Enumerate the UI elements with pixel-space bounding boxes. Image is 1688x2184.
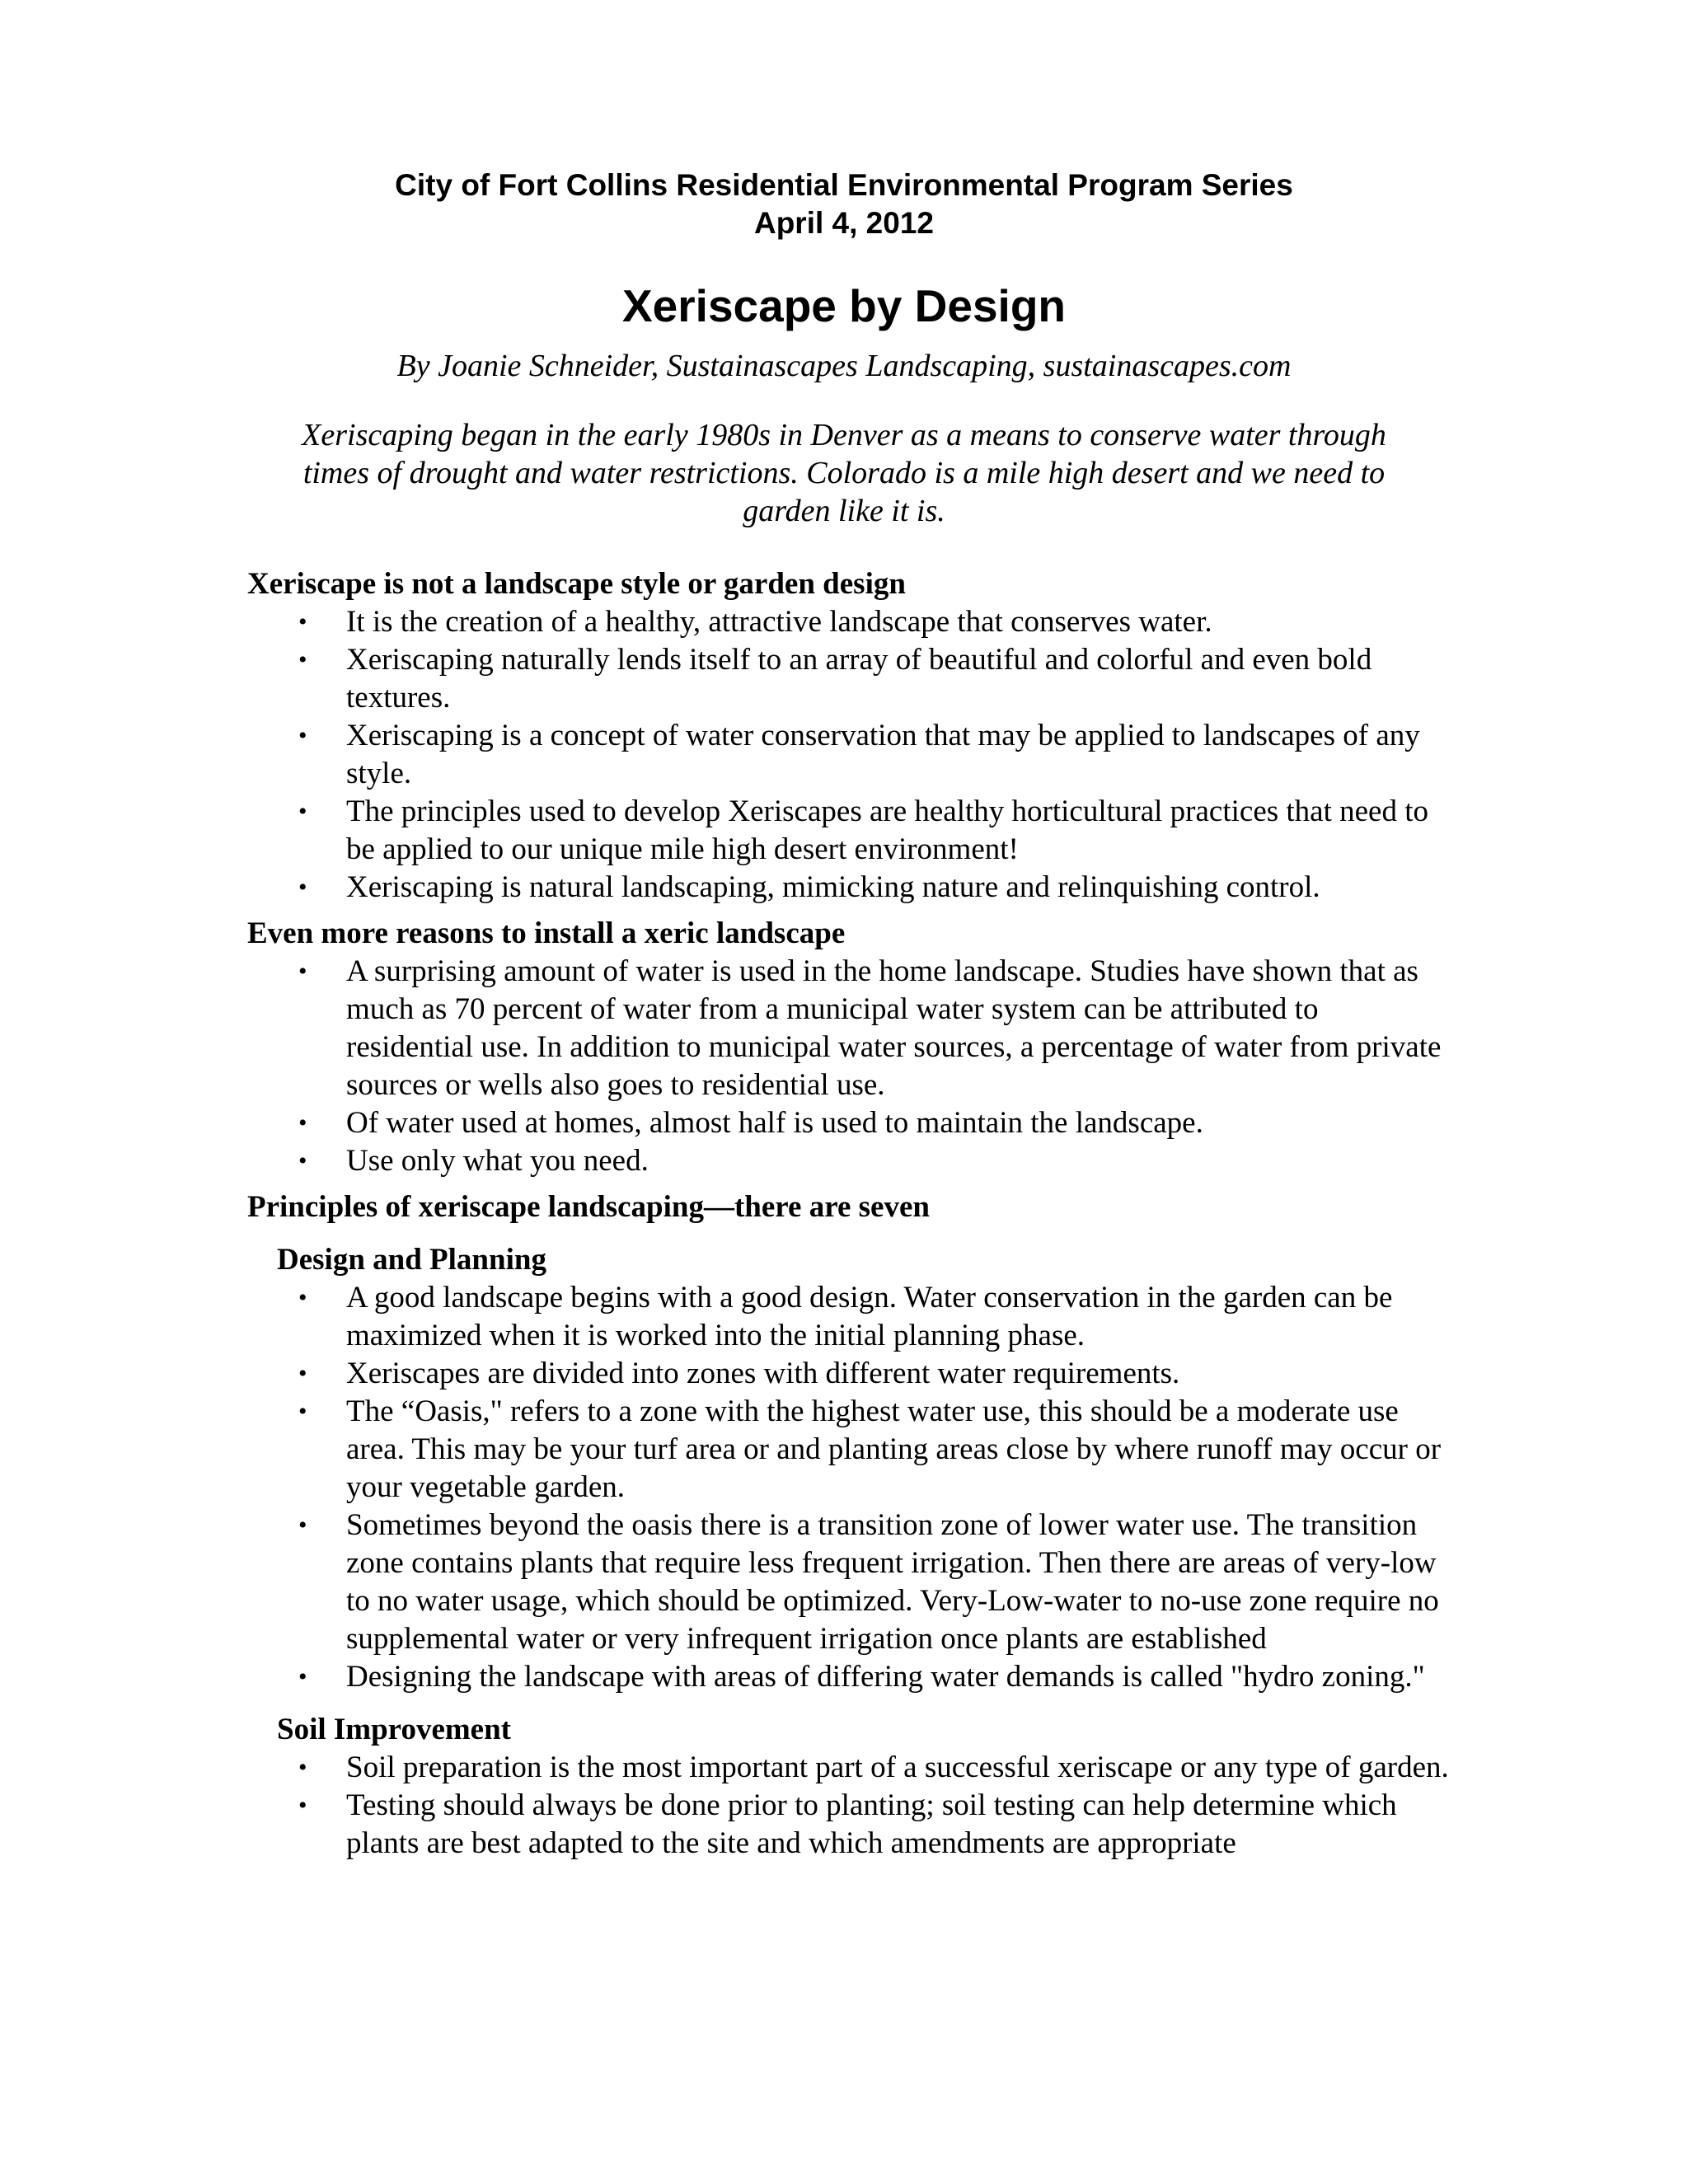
list-item-text: Xeriscaping is natural landscaping, mimicking nature and relinquishing control.: [346, 870, 1320, 904]
list-item: [247, 1279, 1451, 1355]
list-item: [247, 1393, 1451, 1507]
bullet-icon: •: [298, 1109, 307, 1137]
intro-paragraph: Xeriscaping began in the early 1980s in Denver as a means to conserve water through times of drought and water restrictions. Colorado is a mile high desert and we need to garden like it is.: [302, 418, 1386, 528]
section-heading-reasons: Even more reasons to install a xeric landscape: [247, 916, 846, 950]
bullet-list-design: [247, 1279, 1451, 1696]
list-item-text: The “Oasis," refers to a zone with the highest water use, this should be a moderate use area. This may be your turf area or and planting areas close by where runoff may occur or your vegetable garden.: [346, 1394, 1442, 1504]
list-item: [247, 1142, 1451, 1180]
bullet-icon: •: [298, 646, 307, 673]
list-item: [247, 1787, 1451, 1863]
bullet-icon: •: [298, 874, 307, 901]
bullet-list-soil: [247, 1749, 1451, 1863]
program-header: [0, 166, 1688, 242]
list-item: [247, 1104, 1451, 1142]
document-title: Xeriscape by Design: [621, 280, 1067, 331]
bullet-icon: •: [298, 608, 307, 635]
list-item: [247, 1749, 1451, 1787]
bullet-icon: •: [298, 722, 307, 749]
list-item: [247, 1355, 1451, 1393]
bullet-icon: •: [298, 1792, 307, 1819]
list-item: [247, 1658, 1451, 1696]
bullet-list-reasons: [247, 953, 1451, 1180]
date-line: April 4, 2012: [753, 206, 934, 240]
list-item-text: Designing the landscape with areas of differing water demands is called "hydro zoning.": [346, 1660, 1425, 1694]
list-item: [247, 953, 1451, 1104]
list-item-text: Use only what you need.: [346, 1144, 649, 1178]
list-item: [247, 869, 1451, 907]
list-item-text: Xeriscaping is a concept of water conservation that may be applied to landscapes of any style.: [346, 719, 1420, 790]
list-item-text: A surprising amount of water is used in the home landscape. Studies have shown that as much as 70 percent of water from a municipal water system can be attributed to residential use. In addition to municipal water sources, a percentage of water from private sources or wells also goes to residential use.: [346, 954, 1442, 1102]
list-item-text: It is the creation of a healthy, attractive landscape that conserves water.: [346, 605, 1212, 639]
program-line: City of Fort Collins Residential Environmental Program Series: [395, 168, 1293, 202]
list-item-text: Of water used at homes, almost half is used to maintain the landscape.: [346, 1106, 1203, 1140]
subsection-heading-soil: Soil Improvement: [277, 1713, 512, 1746]
list-item-text: Testing should always be done prior to planting; soil testing can help determine which plants are best adapted to the site and which amendments are appropriate: [346, 1788, 1397, 1860]
list-item: [247, 641, 1451, 717]
section-heading-principles: Principles of xeriscape landscaping—there are seven: [247, 1190, 930, 1224]
bullet-icon: •: [298, 958, 307, 985]
document-body: [247, 565, 1451, 1863]
list-item-text: A good landscape begins with a good design. Water conservation in the garden can be maximized when it is worked into the initial planning phase.: [346, 1281, 1393, 1352]
section-heading-not-style: Xeriscape is not a landscape style or garden design: [247, 567, 906, 601]
byline: By Joanie Schneider, Sustainascapes Landscaping, sustainascapes.com: [396, 349, 1292, 383]
bullet-icon: •: [298, 1663, 307, 1690]
list-item-text: Xeriscaping naturally lends itself to an array of beautiful and colorful and even bold textures.: [346, 643, 1372, 715]
list-item-text: The principles used to develop Xeriscapes are healthy horticultural practices that need to be applied to our unique mile high desert environment!: [346, 794, 1428, 866]
bullet-icon: •: [298, 1360, 307, 1387]
list-item-text: Xeriscapes are divided into zones with different water requirements.: [346, 1357, 1180, 1390]
list-item: [247, 793, 1451, 869]
list-item-text: Soil preparation is the most important part of a successful xeriscape or any type of garden.: [346, 1750, 1449, 1784]
list-item: [247, 603, 1451, 641]
bullet-icon: •: [298, 1754, 307, 1781]
bullet-list-not-style: [247, 603, 1451, 907]
bullet-icon: •: [298, 1147, 307, 1174]
bullet-icon: •: [298, 1398, 307, 1425]
bullet-icon: •: [298, 1511, 307, 1539]
bullet-icon: •: [298, 1284, 307, 1311]
list-item-text: Sometimes beyond the oasis there is a transition zone of lower water use. The transition zone contains plants that require less frequent irrigation. Then there are areas of very-low to no water usage, which should be optimized. Very-Low-water to no-use zone require no supplemental water or very infrequent irrigation once plants are established: [346, 1508, 1439, 1656]
list-item: [247, 1507, 1451, 1658]
bullet-icon: •: [298, 798, 307, 825]
list-item: [247, 717, 1451, 793]
subsection-heading-design: Design and Planning: [277, 1243, 546, 1277]
